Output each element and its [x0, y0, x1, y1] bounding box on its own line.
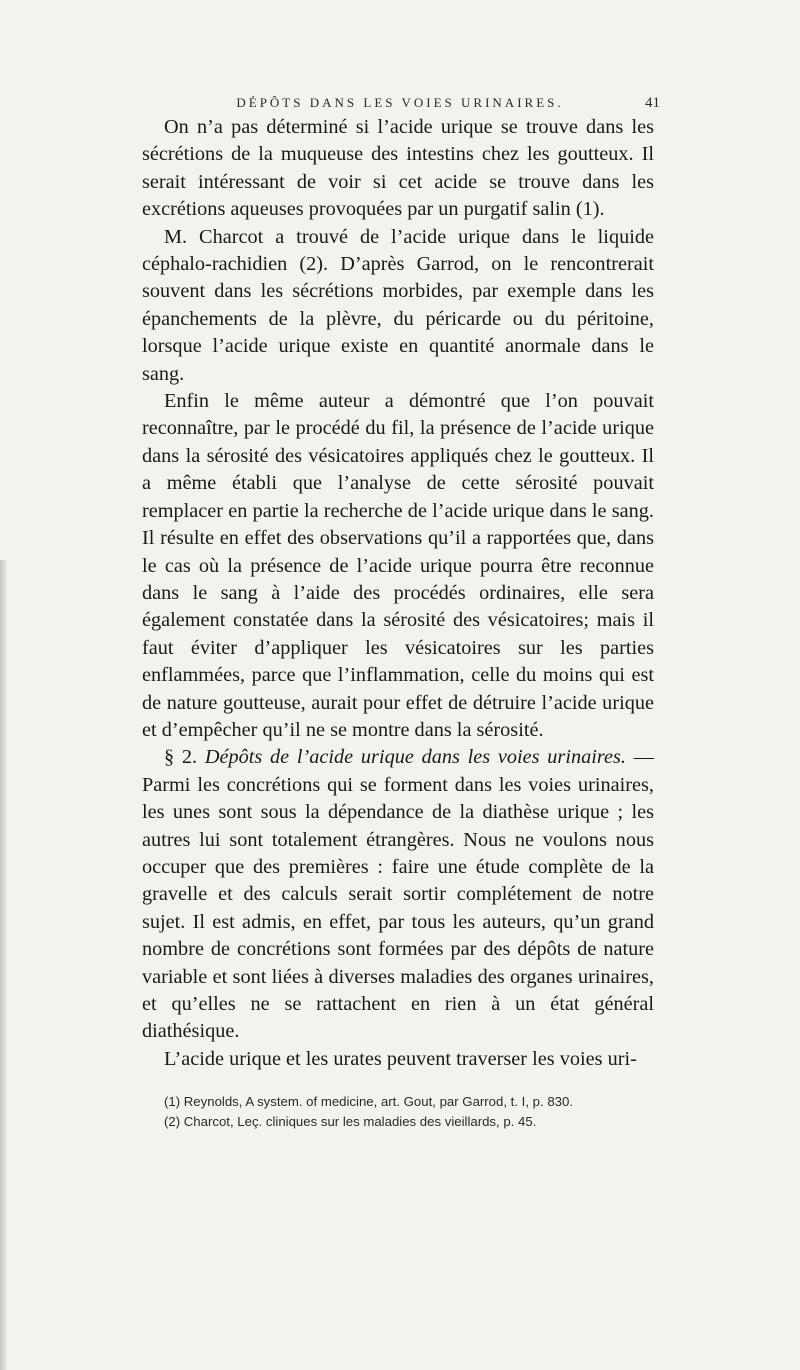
- paragraph-5: L’acide urique et les urates peuvent traverser les voies uri-: [164, 1047, 637, 1070]
- paragraph-1: On n’a pas déterminé si l’acide urique se trouve dans les sécrétions de la muqueuse des intestins chez les goutteux. Il serait intéressant de voir si cet acide se trouve dans les excrétions aqueuses provoquées par un purgatif salin (1).: [142, 116, 654, 221]
- paragraph-4-text: — Parmi les concrétions qui se forment dans les voies urinaires, les unes sont sous la dépendance de la diathèse urique ; les autres lui sont totalement étrangères. Nous ne voulons nous occuper que des premières : faire une étude complète de la gravelle et des calculs serait sortir complétement de notre sujet. Il est admis, en effet, par tous les auteurs, qu’un grand nombre de concrétions sont formées par des dépôts de nature variable et sont liées à diverses maladies des organes urinaires, et qu’elles ne se rattachent en rien à un état général diathésique.: [142, 746, 654, 1043]
- page-edge-shadow: [0, 560, 7, 1370]
- body-text: [142, 114, 654, 1073]
- page-number: 41: [645, 95, 660, 111]
- paragraph-2: M. Charcot a trouvé de l’acide urique dans le liquide céphalo-rachidien (2). D’après Garrod, on le rencontrerait souvent dans les sécrétions morbides, par exemple dans les épanchements de la plèvre, du péricarde ou du péritoine, lorsque l’acide urique existe en quantité anormale dans le sang.: [142, 225, 654, 385]
- footnotes: [142, 1092, 654, 1132]
- footnote-2: (2) Charcot, Leç. cliniques sur les maladies des vieillards, p. 45.: [164, 1114, 537, 1129]
- paragraph-3: Enfin le même auteur a démontré que l’on pouvait reconnaître, par le procédé du fil, la présence de l’acide urique dans la sérosité des vésicatoires appliqués chez le goutteux. Il a même établi que l’analyse de cette sérosité pouvait remplacer en partie la recherche de l’acide urique dans le sang. Il résulte en effet des observations qu’il a rapportées que, dans le cas où la présence de l’acide urique pourra être reconnue dans le sang à l’aide des procédés ordinaires, elle sera également constatée dans la sérosité des vésicatoires; mais il faut éviter d’appliquer les vésicatoires sur les parties enflammées, parce que l’inflammation, celle du moins qui est de nature goutteuse, aurait pour effet de détruire l’acide urique et d’empêcher qu’il ne se montre dans la sérosité.: [142, 390, 654, 741]
- footnote-1: (1) Reynolds, A system. of medicine, art. Gout, par Garrod, t. I, p. 830.: [164, 1094, 573, 1109]
- running-head: DÉPÔTS DANS LES VOIES URINAIRES.: [236, 95, 564, 110]
- paragraph-4: [142, 744, 654, 1045]
- section-mark: § 2.: [164, 746, 205, 769]
- section-title: Dépôts de l’acide urique dans les voies urinaires.: [204, 746, 626, 769]
